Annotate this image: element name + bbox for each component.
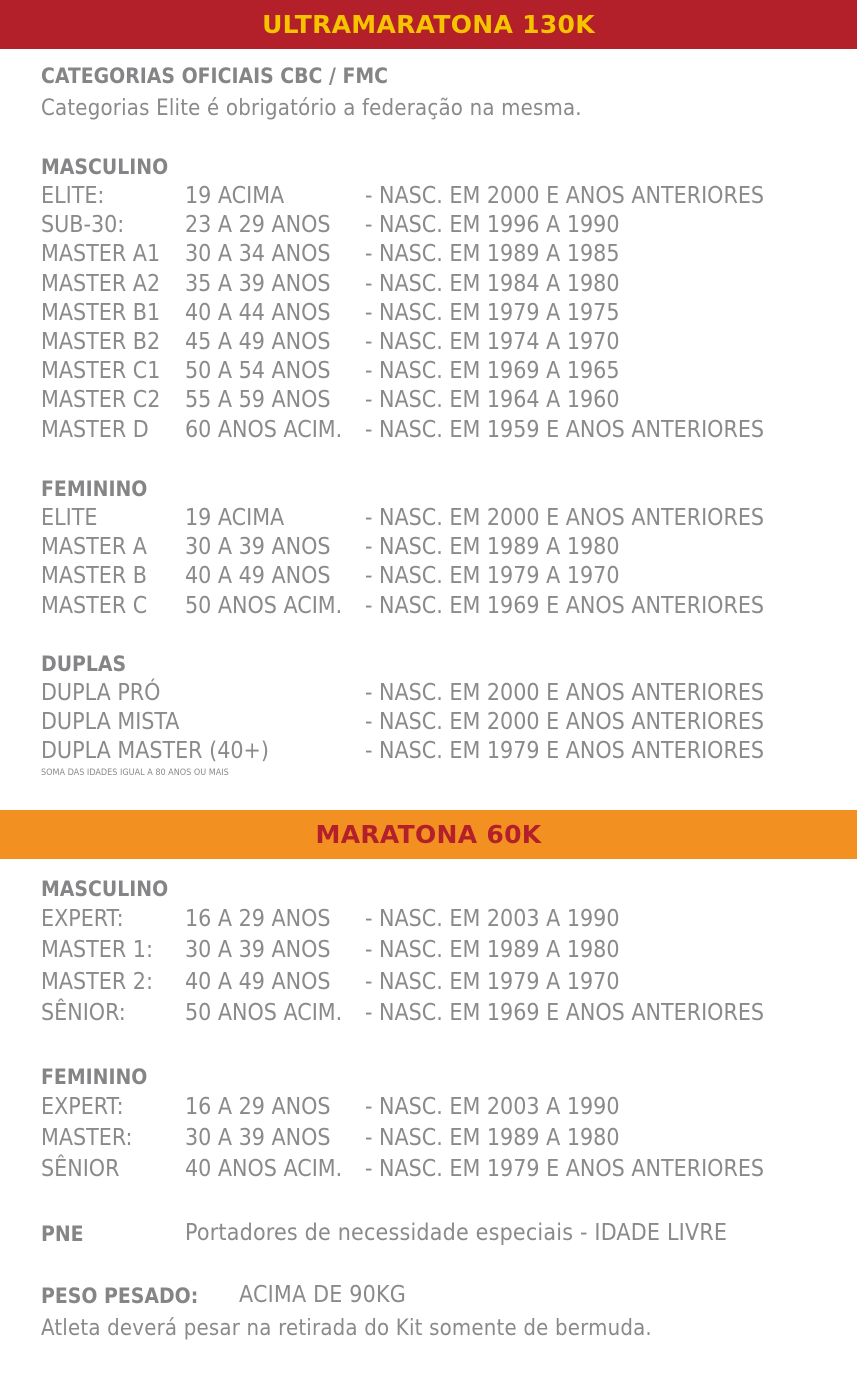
birth-years: - NASC. EM 1969 A 1965 [365,358,620,385]
birth-years: - NASC. EM 2003 A 1990 [365,1094,620,1120]
pne-label: PNE [41,1222,84,1246]
age-range: 35 A 39 ANOS [185,270,331,297]
ultra-masculino-heading: MASCULINO [41,155,169,179]
age-range: 50 ANOS ACIM. [185,999,343,1026]
duplas-footnote: SOMA DAS IDADES IGUAL A 80 ANOS OU MAIS [41,768,229,778]
birth-years: - NASC. EM 1979 A 1970 [365,563,620,590]
birth-years: - NASC. EM 1989 A 1980 [365,937,620,964]
age-range: 45 A 49 ANOS [185,329,331,355]
category-name: MASTER 1: [41,937,153,964]
birth-years: - NASC. EM 1969 E ANOS ANTERIORES [365,999,765,1026]
category-name: ELITE [41,505,98,531]
maratona-feminino-heading: FEMININO [41,1065,148,1089]
birth-years: - NASC. EM 2003 A 1990 [365,906,620,932]
maratona-title-banner [0,810,857,859]
category-name: ELITE: [41,183,105,209]
age-range: 23 A 29 ANOS [185,212,331,239]
category-name: MASTER C2 [41,387,161,414]
category-name: SÊNIOR [41,1156,120,1182]
age-range: 40 A 49 ANOS [185,968,331,995]
birth-years: - NASC. EM 1979 E ANOS ANTERIORES [365,1156,765,1182]
birth-years: - NASC. EM 1964 A 1960 [365,387,620,414]
birth-years: - NASC. EM 1979 A 1970 [365,968,620,995]
category-name: MASTER B1 [41,299,161,326]
age-range: 30 A 39 ANOS [185,534,331,561]
age-range: 30 A 34 ANOS [185,241,331,268]
birth-years: - NASC. EM 1989 A 1980 [365,1125,620,1151]
birth-years: - NASC. EM 1969 E ANOS ANTERIORES [365,592,765,619]
category-name: MASTER D [41,416,149,443]
category-name: MASTER: [41,1125,133,1151]
birth-years: - NASC. EM 1979 E ANOS ANTERIORES [365,738,765,765]
category-name: MASTER A [41,534,147,561]
category-name: SUB-30: [41,212,125,239]
category-name: DUPLA PRÓ [41,680,161,706]
ultra-title-banner [0,0,857,49]
birth-years: - NASC. EM 1974 A 1970 [365,329,620,355]
birth-years: - NASC. EM 1979 A 1975 [365,299,620,326]
category-name: MASTER C1 [41,358,161,385]
category-name: MASTER B [41,563,147,590]
age-range: 60 ANOS ACIM. [185,416,343,443]
category-name: DUPLA MISTA [41,709,180,736]
ultra-subtitle: CATEGORIAS OFICIAIS CBC / FMC [41,64,389,88]
pne-text: Portadores de necessidade especiais - IDADE LIVRE [185,1220,728,1246]
birth-years: - NASC. EM 1984 A 1980 [365,270,620,297]
age-range: 40 A 44 ANOS [185,299,331,326]
category-name: MASTER C [41,592,148,619]
peso-label: PESO PESADO: [41,1284,199,1308]
birth-years: - NASC. EM 2000 E ANOS ANTERIORES [365,505,765,531]
category-name: DUPLA MASTER (40+) [41,738,269,765]
age-range: 30 A 39 ANOS [185,1125,331,1151]
birth-years: - NASC. EM 1959 E ANOS ANTERIORES [365,416,765,443]
ultra-title: ULTRAMARATONA 130K [262,10,595,39]
category-name: MASTER 2: [41,968,153,995]
category-name: EXPERT: [41,1094,124,1120]
birth-years: - NASC. EM 1989 A 1985 [365,241,620,268]
age-range: 50 A 54 ANOS [185,358,331,385]
ultra-note: Categorias Elite é obrigatório a federação na mesma. [41,96,582,121]
age-range: 40 A 49 ANOS [185,563,331,590]
age-range: 40 ANOS ACIM. [185,1156,343,1182]
age-range: 19 ACIMA [185,183,285,209]
birth-years: - NASC. EM 2000 E ANOS ANTERIORES [365,183,765,209]
category-name: SÊNIOR: [41,999,126,1026]
birth-years: - NASC. EM 1996 A 1990 [365,212,620,239]
category-name: MASTER A1 [41,241,161,268]
birth-years: - NASC. EM 2000 E ANOS ANTERIORES [365,709,765,736]
birth-years: - NASC. EM 1989 A 1980 [365,534,620,561]
peso-value: ACIMA DE 90KG [239,1282,406,1308]
age-range: 16 A 29 ANOS [185,906,331,932]
age-range: 16 A 29 ANOS [185,1094,331,1120]
age-range: 55 A 59 ANOS [185,387,331,414]
category-name: MASTER B2 [41,329,161,355]
category-name: MASTER A2 [41,270,161,297]
ultra-feminino-heading: FEMININO [41,477,148,501]
category-name: EXPERT: [41,906,124,932]
birth-years: - NASC. EM 2000 E ANOS ANTERIORES [365,680,765,706]
age-range: 50 ANOS ACIM. [185,592,343,619]
ultra-duplas-heading: DUPLAS [41,652,127,676]
age-range: 30 A 39 ANOS [185,937,331,964]
maratona-masculino-heading: MASCULINO [41,877,169,901]
peso-note: Atleta deverá pesar na retirada do Kit somente de bermuda. [41,1316,652,1341]
age-range: 19 ACIMA [185,505,285,531]
maratona-title: MARATONA 60K [315,820,542,849]
